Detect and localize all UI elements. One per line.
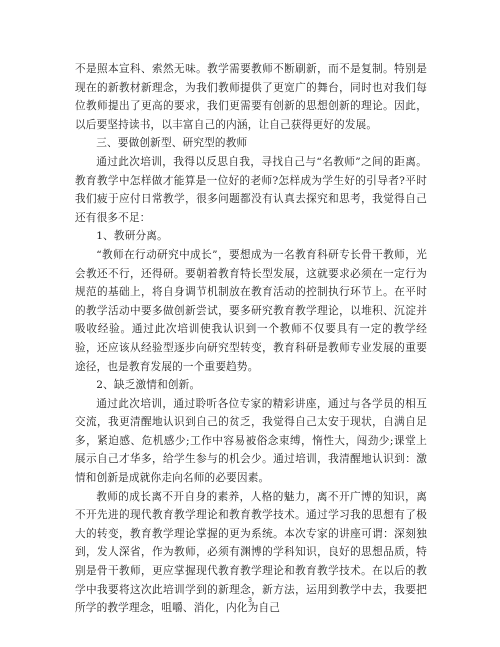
paragraph: 通过此次培训，通过聆听各位专家的精彩讲座，通过与各学员的相互交流，我更清醒地认识到自己的贫乏，我觉得自己太安于现状，自满自足多，紧迫感、危机感少;工作中容易被俗念束缚，惰性大，闯劲少;课堂上展示自己才华多，给学生参与的机会少。通过培训，我清醒地认识到：激情和创新是成就你走向名师的必要因素。: [75, 397, 427, 485]
document-body: [75, 60, 427, 618]
subsection-heading: 2、缺乏激情和创新。: [96, 379, 201, 392]
paragraph: “教师在行动研究中成长”，要想成为一名教育科研专长骨干教师，光会教还不行，还得研。要朝着教育特长型发展，这就要求必须在一定行为规范的基础上，将自身调节机制放在教育活动的控制执行环节上。在平时的教学活动中要多做创新尝试，要多研究教育教学理论，以堆积、沉淀并吸收经验。通过此次培训使我认识到一个教师不仅要具有一定的教学经验，还应该从经验型逐步向研究型转变，教育科研是教师专业发展的重要途径，也是教育发展的一个重要趋势。: [75, 248, 427, 373]
subsection-heading: 1、教研分离。: [96, 230, 168, 243]
section-heading: 三、要做创新型、研究型的教师: [96, 137, 248, 150]
page-number: 3: [247, 596, 253, 604]
paragraph: 通过此次培训，我得以反思自我，寻找自己与“名教师”之间的距离。教育教学中怎样做才能算是一位好的老师?怎样成为学生好的引导者?平时我们疲于应付日常教学，很多问题都没有认真去探究和思考，我觉得自己还有很多不足：: [75, 155, 427, 224]
paragraph: 教师的成长离不开自身的素养，人格的魅力，离不开广博的知识，离不开先进的现代教育教学理论和教育教学技术。通过学习我的思想有了极大的转变，教育教学理论掌握的更为系统。本次专家的讲座可谓：深刻独到，发人深省，作为教师，必须有渊博的学科知识，良好的思想品质，特别是骨干教师，更应掌握现代教育教学理论和教育教学技术。在以后的教学中我要将这次此培训学到的新理念，新方法，运用到教学中去，我要把所学的教学理念，咀嚼、消化，内化为自己: [75, 490, 427, 615]
paragraph-continued: 不是照本宣科、索然无味。教学需要教师不断刷新，而不是复制。特别是现在的新教材新理念，为我们教师提供了更宽广的舞台，同时也对我们每位教师提出了更高的要求，我们更需要有创新的思想创新的理论。因此，以后要坚持读书，以丰富自己的内涵，让自己获得更好的发展。: [75, 63, 427, 131]
